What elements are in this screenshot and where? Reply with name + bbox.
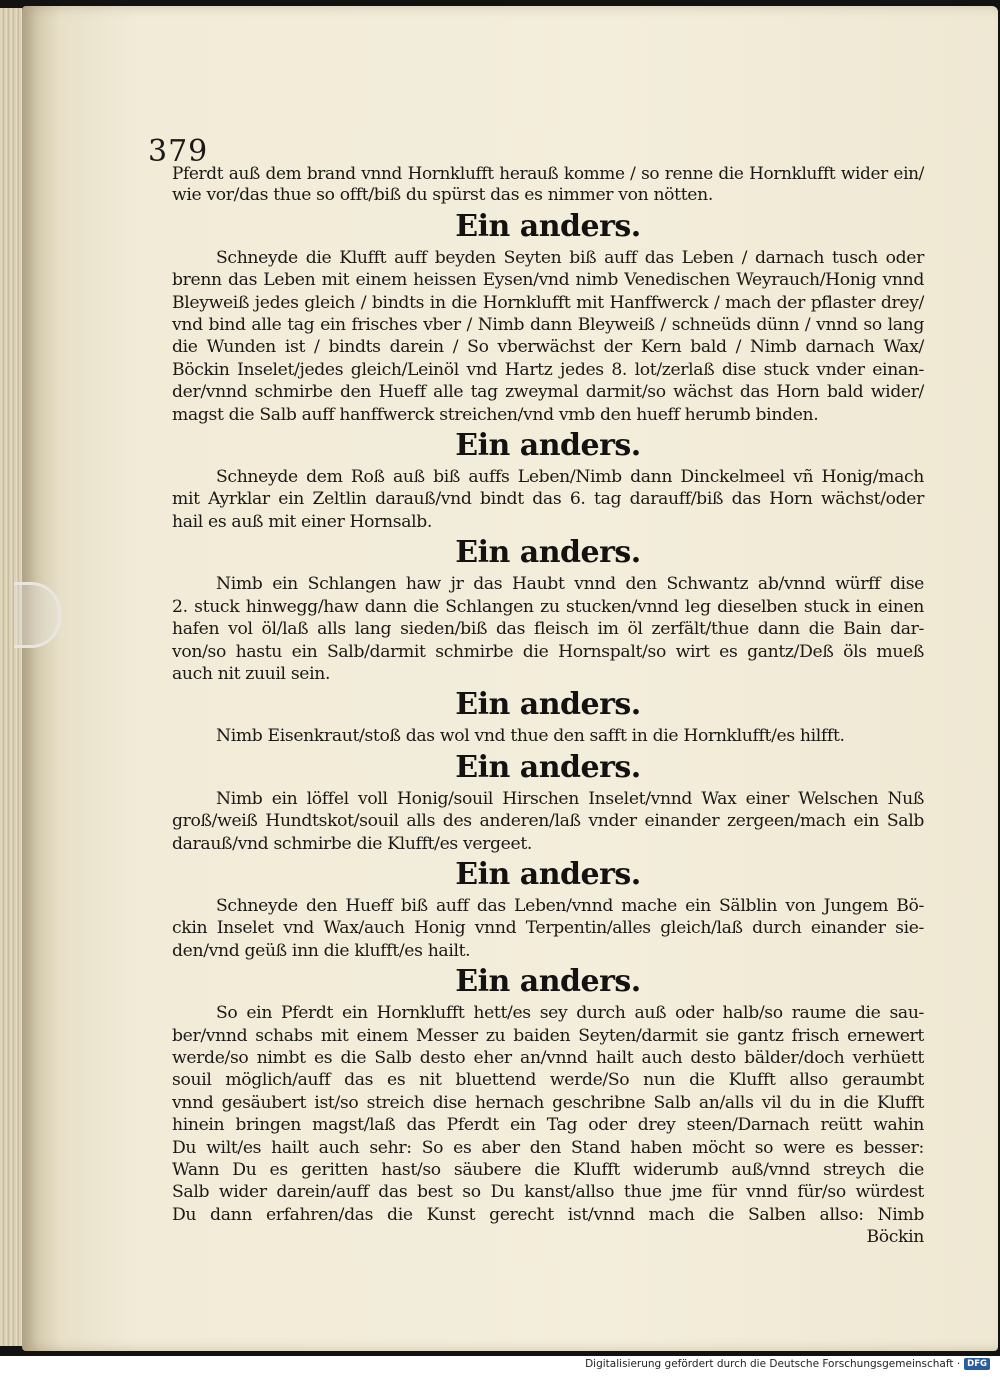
text-line: Schneyde die Klufft auff beyden Seyten biß auff das Leben / darnach tusch oder [216, 247, 924, 268]
page-text [172, 162, 924, 1249]
text-line: hail es auß mit einer Hornsalb. [172, 511, 433, 532]
book-page-edges [0, 8, 22, 1346]
dfg-logo: DFG [964, 1358, 990, 1370]
section-heading: Ein anders. [455, 535, 641, 571]
text-line: Böckin Inselet/jedes gleich/Leinöl vnd Hartz jedes 8. lot/zerlaß dise stuck vnder einan- [172, 359, 924, 380]
footer-text: Digitalisierung gefördert durch die Deutsche Forschungsgemeinschaft · [585, 1358, 961, 1370]
page-number: 379 [148, 134, 209, 169]
text-line: brenn das Leben mit einem heissen Eysen/vnd nimb Venedischen Weyrauch/Honig vnnd [172, 270, 924, 291]
text-line: wie vor/das thue so offt/biß du spürst das es nimmer von nötten. [172, 185, 713, 206]
text-line: werde/so nimbt es die Salb desto eher an/vnnd hailt auch desto bälder/doch verhüett [172, 1047, 924, 1068]
text-line: hafen vol öl/laß alls lang sieden/biß das fleisch im öl zerfält/thue dann die Bain dar- [172, 619, 924, 640]
text-line: den/vnd geüß inn die klufft/es hailt. [172, 940, 471, 961]
section-heading: Ein anders. [455, 687, 641, 723]
text-line: ckin Inselet vnd Wax/auch Honig vnnd Terpentin/alles gleich/laß durch einander sie- [172, 918, 924, 939]
section-heading: Ein anders. [455, 428, 641, 464]
text-line: magst die Salb auff hanffwerck streichen/vnd vmb den hueff herumb binden. [172, 404, 819, 425]
text-line: von/so hastu ein Salb/darmit schmirbe die Hornspalt/so wirt es gantz/Deß öls mueß [172, 641, 924, 662]
text-line: darauß/vnd schmirbe die Klufft/es vergeet. [172, 833, 532, 854]
text-line: Wann Du es geritten hast/so säubere die Klufft widerumb auß/vnnd streych die [172, 1160, 924, 1180]
text-line: Salb wider darein/auff das best so Du kanst/allso thue jme für vnnd für/so würdest [172, 1182, 924, 1203]
text-line: Schneyde dem Roß auß biß auffs Leben/Nimb dann Dinckelmeel vñ Honig/mach [216, 467, 924, 488]
text-line: die Wunden ist / bindts darein / So vberwächst der Kern bald / Nimb darnach Wax/ [172, 337, 924, 358]
text-line: Bleyweiß jedes gleich / bindts in die Hornklufft mit Hanffwerck / mach der pflaster drey/ [172, 292, 924, 313]
catchword: Böckin [866, 1227, 924, 1248]
text-line: souil möglich/auff das es nit bluettend werde/So nun die Klufft allso geraumbt [172, 1070, 924, 1091]
funding-footer [585, 1358, 990, 1370]
text-line: 2. stuck hinwegg/haw dann die Schlangen zu stucken/vnnd leg dieselben stuck in einen [172, 596, 924, 617]
text-line: der/vnnd schmirbe den Hueff alle tag zweymal darmit/so wächst das Horn bald wider/ [172, 382, 924, 403]
text-line: Schneyde den Hueff biß auff das Leben/vnnd mache ein Sälblin von Jungem Bö- [216, 895, 924, 916]
text-line: So ein Pferdt ein Hornklufft hett/es sey durch auß oder halb/so raume die sau- [216, 1003, 924, 1024]
text-line: vnd bind alle tag ein frisches vber / Nimb dann Bleyweiß / schneüds dünn / vnnd so lang [172, 315, 924, 336]
text-line: ber/vnnd schabs mit einem Messer zu baiden Seyten/darmit sie gantz frisch ernewert [172, 1025, 924, 1046]
text-line: Nimb Eisenkraut/stoß das wol vnd thue den safft in die Hornklufft/es hilfft. [216, 726, 845, 747]
section-heading: Ein anders. [455, 749, 641, 785]
text-line: Nimb ein Schlangen haw jr das Haubt vnnd den Schwantz ab/vnnd würff dise [216, 574, 924, 595]
text-line: vnnd gesäubert ist/so streich dise hernach geschribne Salb an/alls vil du in die Klufft [172, 1092, 924, 1113]
section-heading: Ein anders. [455, 208, 641, 244]
text-line: Du dann erfahren/das die Kunst gerecht ist/vnnd mach die Salben allso: Nimb [172, 1204, 924, 1225]
text-line: Pferdt auß dem brand vnnd Hornklufft herauß komme / so renne die Hornklufft wider ein/ [172, 163, 924, 183]
section-heading: Ein anders. [455, 856, 641, 892]
section-heading: Ein anders. [455, 964, 641, 1000]
text-line: auch nit zuuil sein. [172, 663, 331, 684]
text-line: groß/weiß Hundtskot/souil alls des anderen/laß vnder einander zergeen/mach ein Salb [172, 811, 924, 832]
text-line: Du wilt/es hailt auch sehr: So es aber den Stand haben möcht so were es besser: [172, 1137, 924, 1158]
text-line: mit Ayrklar ein Zeltlin darauß/vnd bindt das 6. tag darauff/biß das Horn wächst/oder [172, 489, 924, 510]
text-line: Nimb ein löffel voll Honig/souil Hirschen Inselet/vnnd Wax einer Welschen Nuß [216, 788, 924, 809]
text-line: hinein bringen magst/laß das Pferdt ein Tag oder drey steen/Darnach reütt wahin [172, 1115, 924, 1136]
